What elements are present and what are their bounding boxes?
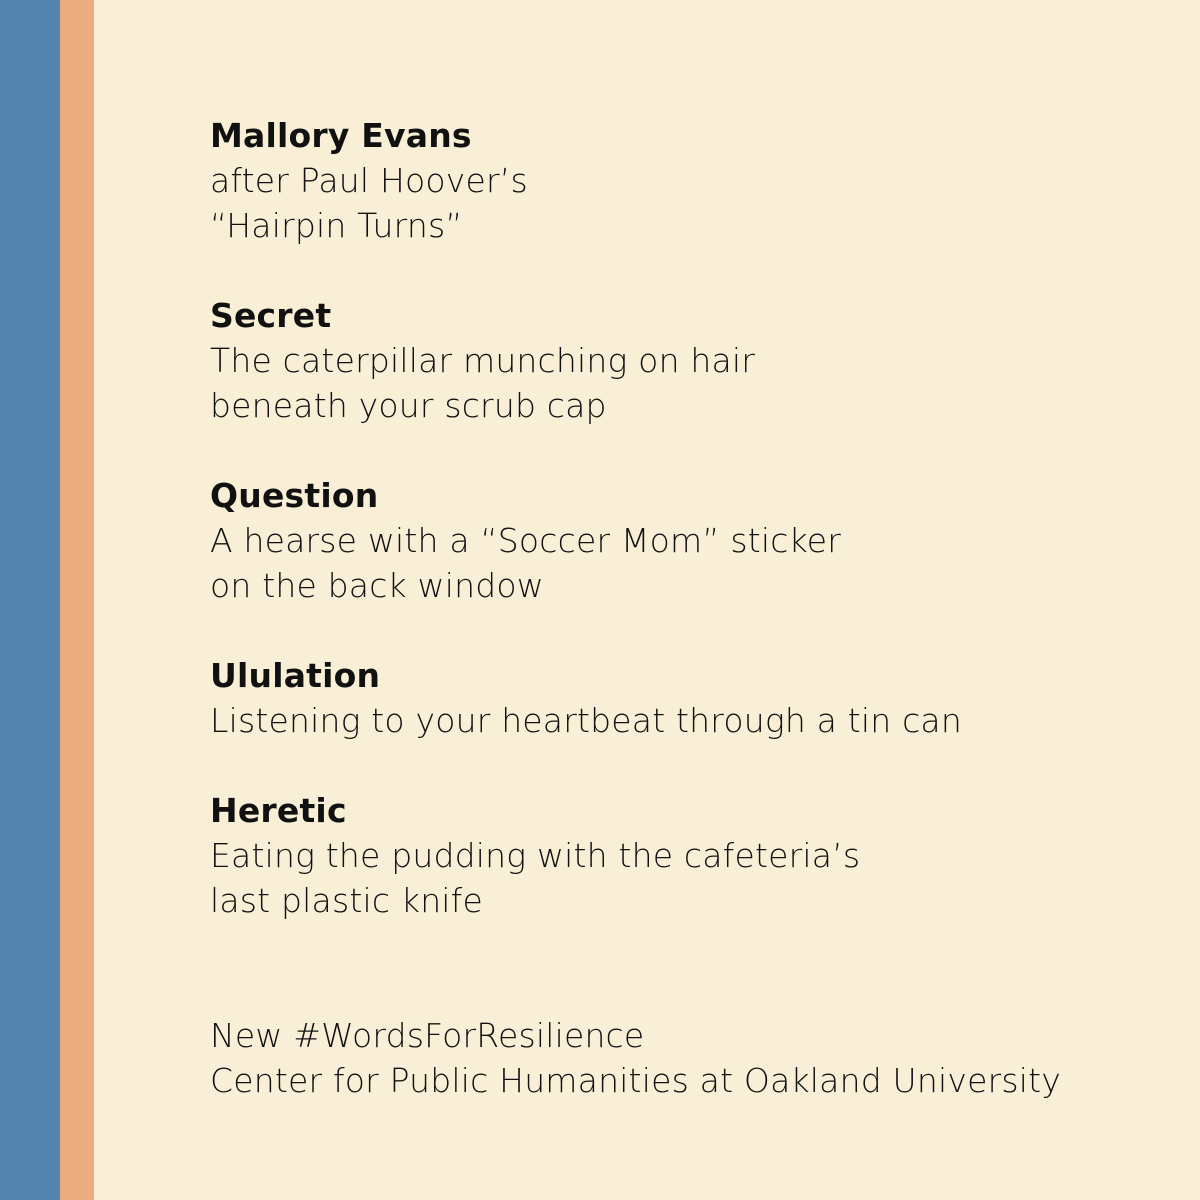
poem-content	[210, 113, 1170, 1103]
stanza-line: last plastic knife	[210, 881, 483, 920]
spacer	[210, 248, 1170, 293]
organization-line: Center for Public Humanities at Oakland University	[210, 1061, 1062, 1100]
stanza-title: Question	[210, 476, 379, 515]
attribution-line-1: after Paul Hoover’s	[210, 161, 528, 200]
stanza-line: beneath your scrub cap	[210, 386, 607, 425]
stanza-heretic	[210, 788, 1170, 923]
stanza-secret	[210, 293, 1170, 428]
spacer	[210, 608, 1170, 653]
author-block	[210, 113, 1170, 248]
stanza-line: on the back window	[210, 566, 544, 605]
spacer	[210, 743, 1170, 788]
stanza-line: Eating the pudding with the cafeteria’s	[210, 836, 861, 875]
attribution-line-2: “Hairpin Turns”	[210, 206, 463, 245]
stanza-line: Listening to your heartbeat through a tin can	[210, 701, 962, 740]
footer	[210, 1013, 1170, 1103]
stanza-title: Heretic	[210, 791, 347, 830]
stanza-line: A hearse with a “Soccer Mom” sticker	[210, 521, 841, 560]
stanza-title: Ululation	[210, 656, 381, 695]
spacer	[210, 428, 1170, 473]
stanza-title: Secret	[210, 296, 332, 335]
stanza-question	[210, 473, 1170, 608]
stanza-line: The caterpillar munching on hair	[210, 341, 756, 380]
left-orange-stripe	[60, 0, 94, 1200]
author-name: Mallory Evans	[210, 116, 472, 155]
left-blue-stripe	[0, 0, 60, 1200]
hashtag-line: New #WordsForResilience	[210, 1016, 645, 1055]
stanza-ululation	[210, 653, 1170, 743]
spacer	[210, 923, 1170, 1013]
